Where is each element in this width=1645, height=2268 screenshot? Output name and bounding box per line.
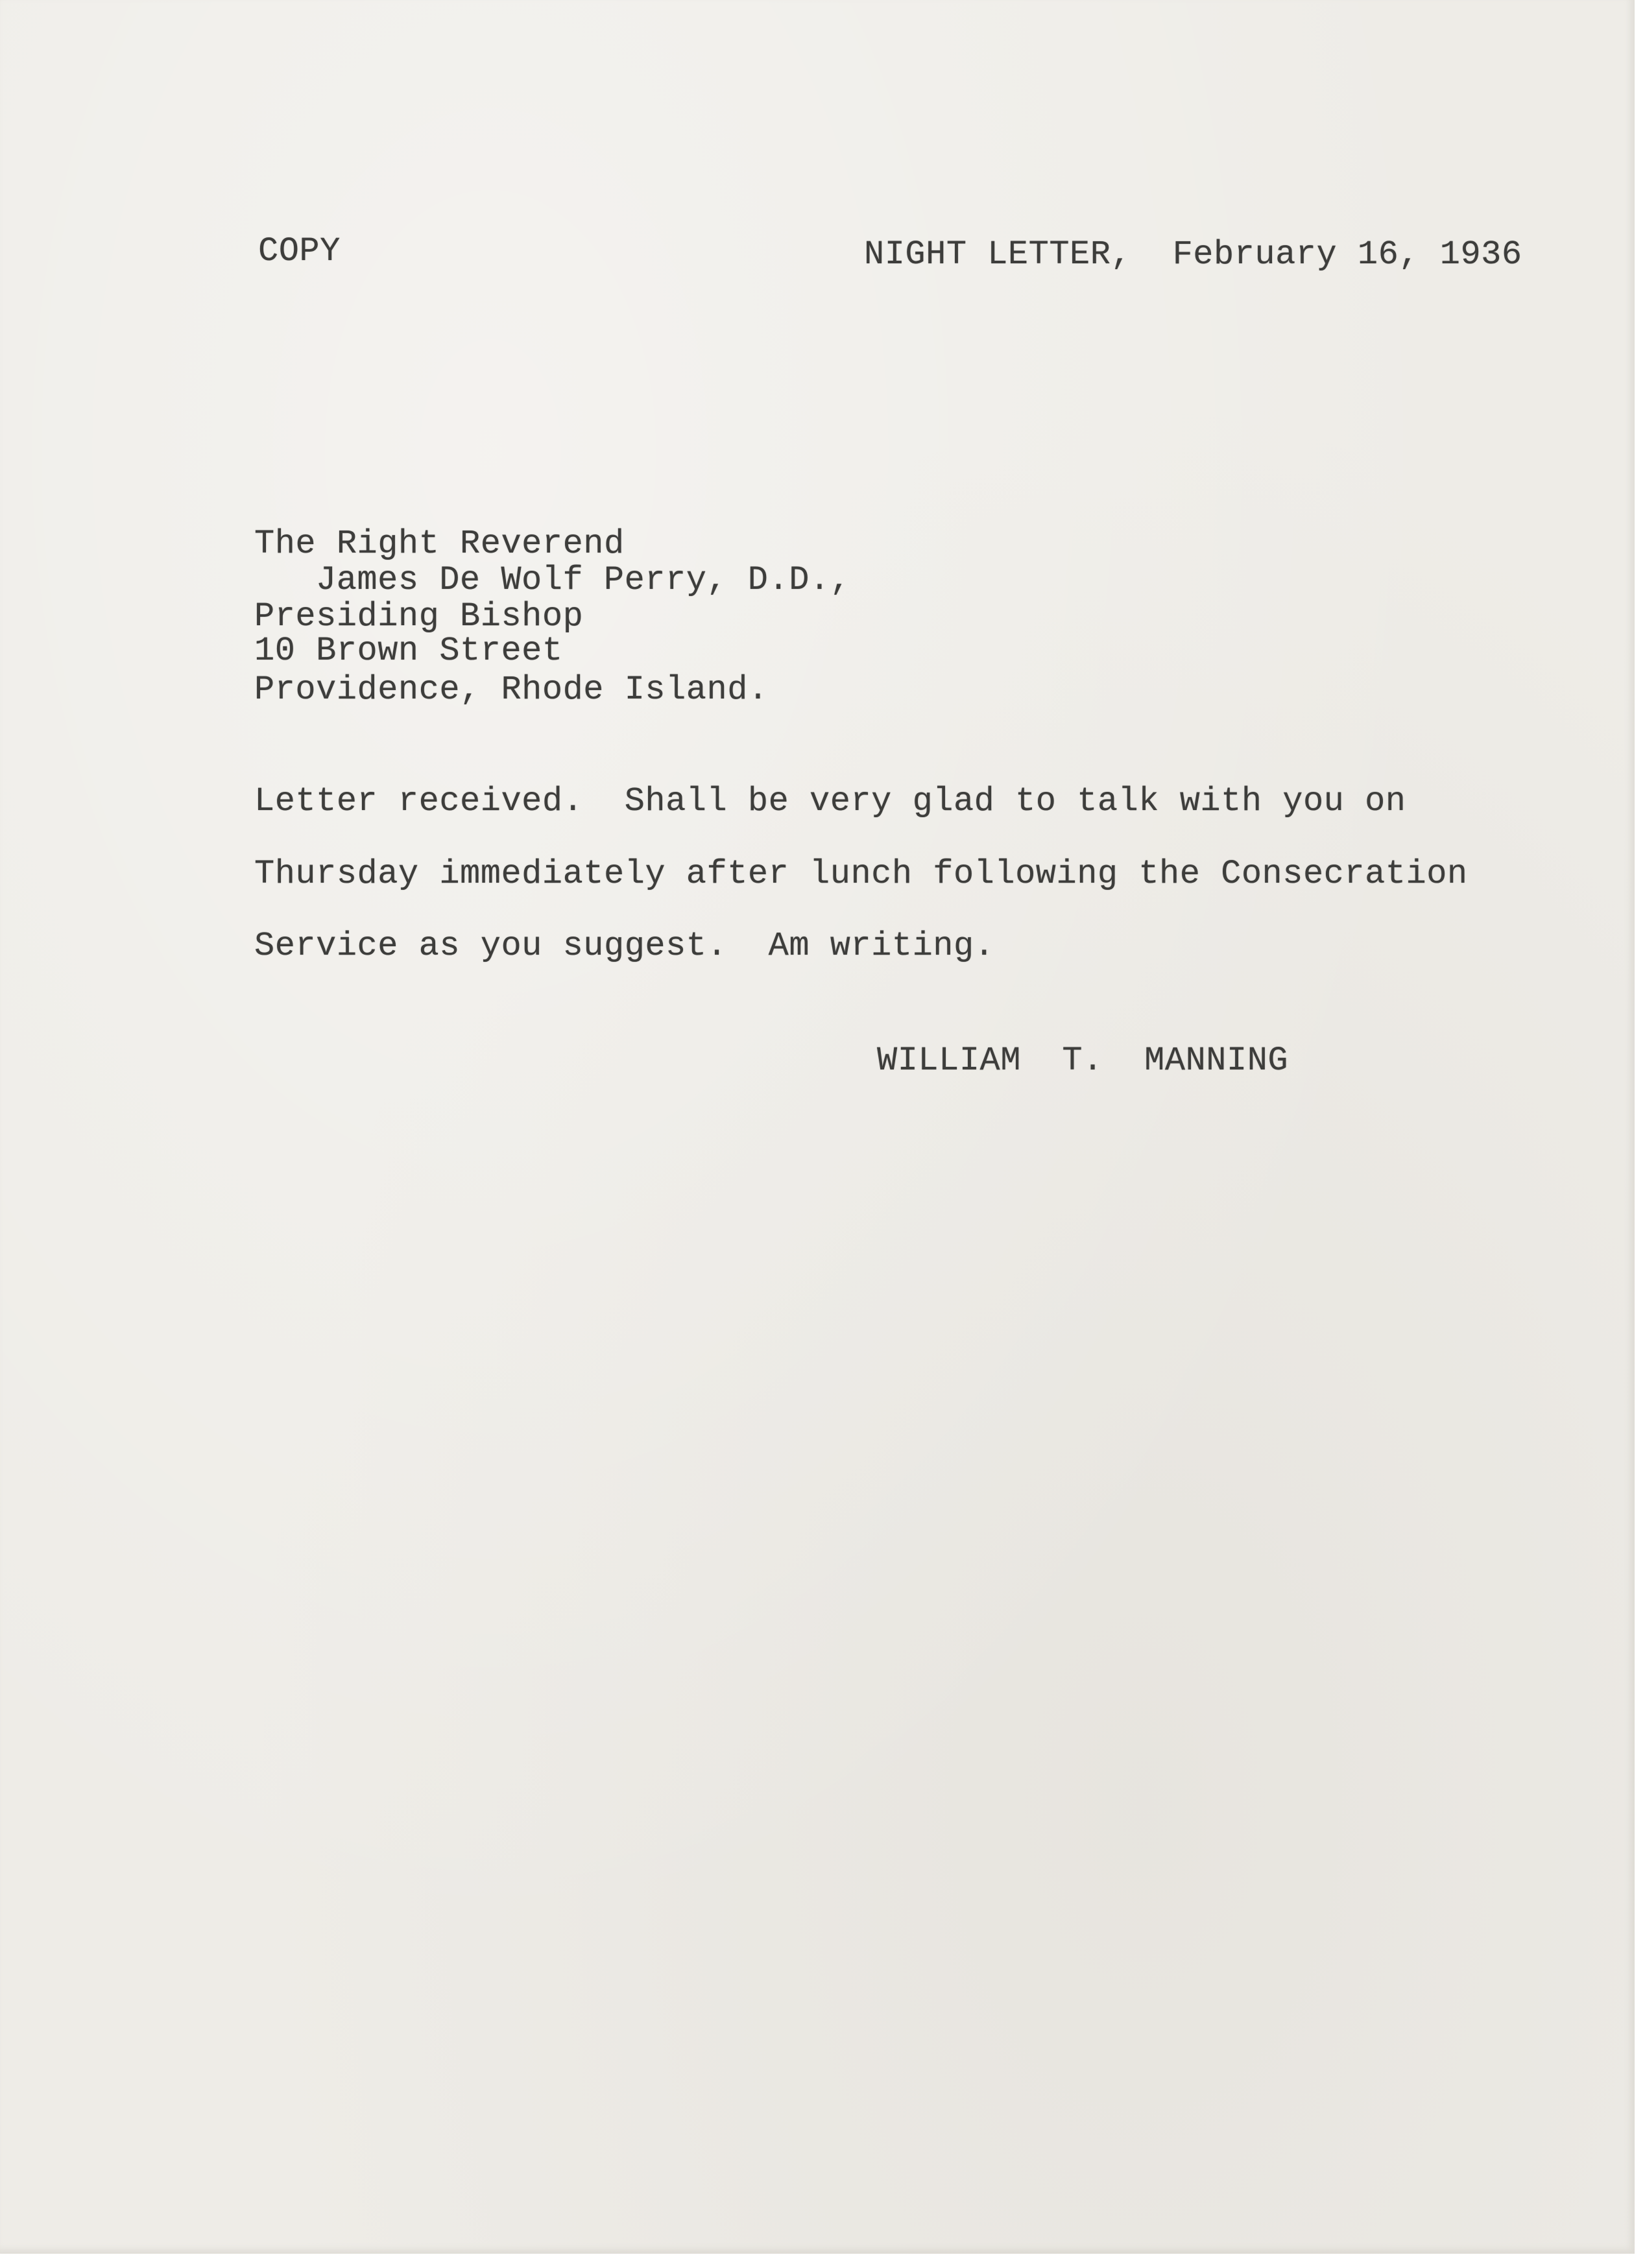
signature: WILLIAM T. MANNING (877, 1042, 1289, 1080)
body-line: Letter received. Shall be very glad to talk with you on (254, 782, 1406, 820)
body-line: Service as you suggest. Am writing. (254, 927, 995, 965)
address-line-salutation: The Right Reverend (254, 525, 625, 563)
scan-border-bottom (0, 2254, 1645, 2268)
copy-label: COPY (258, 232, 341, 270)
address-line-city: Providence, Rhode Island. (254, 671, 769, 709)
address-line-name: James De Wolf Perry, D.D., (316, 561, 851, 599)
address-line-street: 10 Brown Street (254, 632, 563, 670)
dateline: NIGHT LETTER, February 16, 1936 (864, 235, 1522, 274)
body-line: Thursday immediately after lunch following the Consecration (254, 855, 1468, 893)
scan-border-right (1635, 0, 1645, 2268)
address-line-title: Presiding Bishop (254, 597, 584, 636)
